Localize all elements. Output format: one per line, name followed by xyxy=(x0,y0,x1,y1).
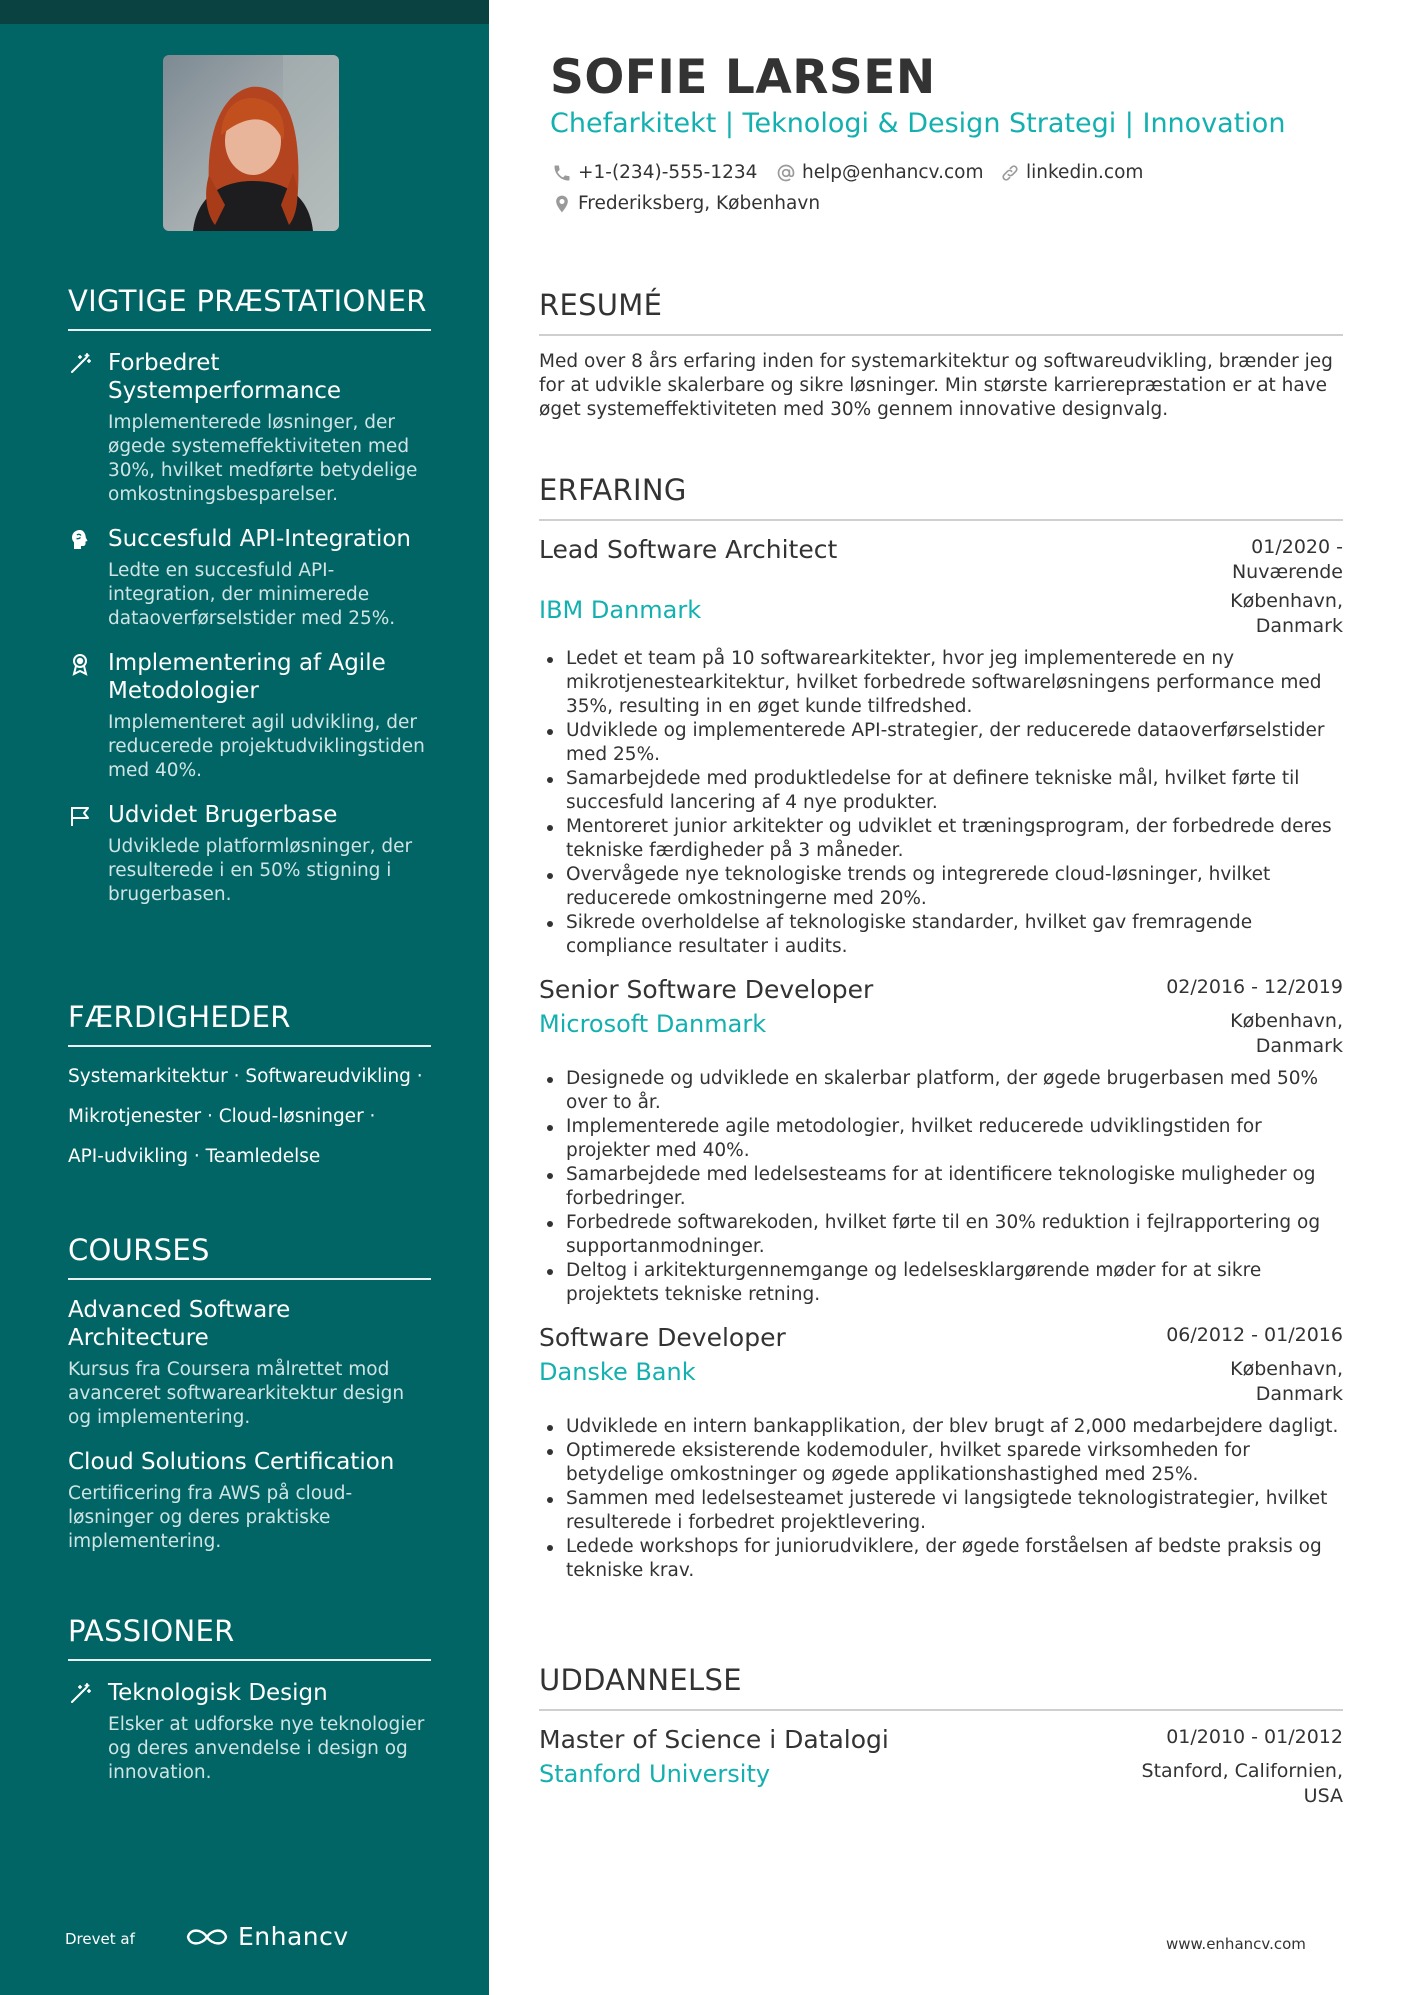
job-bullets xyxy=(539,1415,1343,1583)
achievement-item xyxy=(68,801,431,907)
achievements-title: VIGTIGE PRÆSTATIONER xyxy=(68,284,431,331)
passion-desc: Elsker at udforske nye teknologier og deres anvendelse i design og innovation. xyxy=(108,1714,425,1783)
achievement-item xyxy=(68,525,431,631)
experience-section xyxy=(539,473,1343,1583)
brand-name: Enhancv xyxy=(238,1922,349,1951)
bullet-item: Samarbejdede med ledelsesteams for at identificere teknologiske muligheder og forbedringer. xyxy=(539,1163,1343,1211)
skill-row: Mikrotjenester · Cloud-løsninger · xyxy=(68,1106,376,1127)
job-date: 06/2012 - 01/2016 xyxy=(1166,1324,1343,1346)
bullet-item: Udviklede en intern bankapplikation, der blev brugt af 2,000 medarbejdere dagligt. xyxy=(539,1415,1343,1439)
location-contact xyxy=(552,193,820,214)
achievement-desc: Implementeret agil udvikling, der reducerede projektudviklingstiden med 40%. xyxy=(108,712,425,781)
phone-contact[interactable] xyxy=(552,162,757,183)
achievement-item xyxy=(68,649,431,783)
job-title: Software Developer xyxy=(539,1323,786,1352)
education-location: Stanford, Californien, USA xyxy=(1141,1760,1343,1807)
bullet-item: Optimerede eksisterende kodemoduler, hvilket sparede virksomheden for betydelige omkostninger og øgede applikationshastighed med 25%. xyxy=(539,1439,1343,1487)
company-name: Danske Bank xyxy=(539,1358,696,1386)
magic-wand-icon xyxy=(68,352,92,376)
job-entry xyxy=(539,1323,1343,1583)
job-location: København, Danmark xyxy=(1230,1358,1343,1405)
summary-text: Med over 8 års erfaring inden for systemarkitektur og softwareudvikling, brænder jeg for at udvikle skalerbare og sikre løsninger. Min største karrierepræstation er at have øget systemeffektiviteten med 30% gennem innovative designvalg. xyxy=(539,351,1333,420)
job-bullets xyxy=(539,1067,1343,1307)
bullet-item: Ledede workshops for juniorudviklere, der øgede forståelsen af bedste praksis og tekniske krav. xyxy=(539,1535,1343,1583)
bullet-item: Forbedrede softwarekoden, hvilket førte til en 30% reduktion i fejlrapportering og supportanmodninger. xyxy=(539,1211,1343,1259)
job-location: København, Danmark xyxy=(1230,590,1343,637)
education-date: 01/2010 - 01/2012 xyxy=(1166,1726,1343,1748)
skill-row: API-udvikling · Teamledelse xyxy=(68,1146,321,1167)
courses-section xyxy=(68,1233,431,1554)
course-title: Cloud Solutions Certification xyxy=(68,1449,395,1475)
bullet-item: Deltog i arkitekturgennemgange og ledelsesklargørende møder for at sikre projektets tekniske retning. xyxy=(539,1259,1343,1307)
bullet-item: Implementerede agile metodologier, hvilket reducerede udviklingstiden for projekter med 40%. xyxy=(539,1115,1343,1163)
achievement-desc: Ledte en succesfuld API-integration, der minimerede dataoverførselstider med 25%. xyxy=(108,560,396,629)
phone-text: +1-(234)-555-1234 xyxy=(578,162,758,183)
passions-title: PASSIONER xyxy=(68,1614,431,1661)
achievement-desc: Implementerede løsninger, der øgede systemeffektiviteten med 30%, hvilket medførte betydelige omkostningsbesparelser. xyxy=(108,412,418,505)
at-icon xyxy=(776,163,796,183)
skills-section xyxy=(68,1000,431,1185)
passion-title: Teknologisk Design xyxy=(108,1680,328,1706)
education-section xyxy=(539,1663,1343,1809)
passions-section xyxy=(68,1614,431,1785)
course-desc: Kursus fra Coursera målrettet mod avanceret softwarearkitektur design og implementering. xyxy=(68,1359,405,1428)
education-title: UDDANNELSE xyxy=(539,1663,1343,1711)
achievement-desc: Udviklede platformløsninger, der resulterede i en 50% stigning i brugerbasen. xyxy=(108,836,413,905)
sidebar xyxy=(0,0,489,1995)
infinity-logo-icon xyxy=(184,1924,230,1950)
job-entry xyxy=(539,535,1343,959)
course-item xyxy=(68,1296,431,1430)
job-location: København, Danmark xyxy=(1230,1010,1343,1057)
profile-photo xyxy=(163,55,339,231)
enhancv-url[interactable]: www.enhancv.com xyxy=(1166,1935,1306,1953)
headline: Chefarkitekt | Teknologi & Design Strategi | Innovation xyxy=(550,108,1286,139)
link-icon xyxy=(1000,163,1020,183)
achievement-title: Udvidet Brugerbase xyxy=(108,802,338,828)
job-title: Senior Software Developer xyxy=(539,975,874,1004)
bullet-item: Mentoreret junior arkitekter og udviklet et træningsprogram, der forbedrede deres tekniske færdigheder på 3 måneder. xyxy=(539,815,1343,863)
candidate-name: SOFIE LARSEN xyxy=(550,50,936,105)
bullet-item: Sikrede overholdelse af teknologiske standarder, hvilket gav fremragende compliance resultater i audits. xyxy=(539,911,1343,959)
linkedin-contact[interactable] xyxy=(1000,162,1143,183)
summary-section xyxy=(539,288,1343,422)
skills-title: FÆRDIGHEDER xyxy=(68,1000,431,1047)
bullet-item: Udviklede og implementerede API-strategier, der reducerede dataoverførselstider med 25%. xyxy=(539,719,1343,767)
job-date: 01/2020 - Nuværende xyxy=(1231,536,1343,583)
enhancv-logo[interactable] xyxy=(184,1922,349,1951)
skill-row: Systemarkitektur · Softwareudvikling · xyxy=(68,1066,423,1087)
bullet-item: Ledet et team på 10 softwarearkitekter, hvor jeg implementerede en ny mikrotjenestearkitektur, hvilket forbedrede softwareløsningens performance med 35%, resulting in en øget kunde tilfredshed. xyxy=(539,647,1343,719)
location-text: Frederiksberg, København xyxy=(578,193,821,214)
flag-icon xyxy=(68,804,92,828)
job-title: Lead Software Architect xyxy=(539,535,838,564)
education-entry xyxy=(539,1725,1343,1809)
bullet-item: Samarbejdede med produktledelse for at definere tekniske mål, hvilket førte til succesfuld lancering af 4 nye produkter. xyxy=(539,767,1343,815)
job-date: 02/2016 - 12/2019 xyxy=(1166,976,1343,998)
company-name: IBM Danmark xyxy=(539,596,702,624)
company-name: Microsoft Danmark xyxy=(539,1010,767,1038)
job-entry xyxy=(539,975,1343,1307)
courses-title: COURSES xyxy=(68,1233,431,1280)
course-desc: Certificering fra AWS på cloud-løsninger og deres praktiske implementering. xyxy=(68,1483,353,1552)
email-text: help@enhancv.com xyxy=(802,162,984,183)
linkedin-text: linkedin.com xyxy=(1026,162,1144,183)
course-item xyxy=(68,1448,431,1554)
email-contact[interactable] xyxy=(776,162,983,183)
bullet-item: Sammen med ledelsesteamet justerede vi langsigtede teknologistrategier, hvilket resulterede i forbedret projektlevering. xyxy=(539,1487,1343,1535)
achievement-title: Implementering af Agile Metodologier xyxy=(108,650,386,704)
summary-title: RESUMÉ xyxy=(539,288,1343,336)
bullet-item: Designede og udviklede en skalerbar platform, der øgede brugerbasen med 50% over to år. xyxy=(539,1067,1343,1115)
achievement-title: Succesfuld API-Integration xyxy=(108,526,411,552)
achievement-title: Forbedret Systemperformance xyxy=(108,350,342,404)
experience-title: ERFARING xyxy=(539,473,1343,521)
sidebar-top-bar xyxy=(0,0,489,24)
bullet-item: Overvågede nye teknologiske trends og integrerede cloud-løsninger, hvilket reducerede omkostningerne med 20%. xyxy=(539,863,1343,911)
powered-by-label: Drevet af xyxy=(65,1930,135,1948)
brain-icon xyxy=(68,528,92,552)
school-name: Stanford University xyxy=(539,1760,771,1788)
phone-icon xyxy=(552,163,572,183)
degree: Master of Science i Datalogi xyxy=(539,1725,889,1754)
job-bullets xyxy=(539,647,1343,959)
magic-wand-icon xyxy=(68,1682,92,1706)
skills-list xyxy=(68,1065,431,1185)
achievement-item xyxy=(68,349,431,507)
course-title: Advanced Software Architecture xyxy=(68,1297,291,1351)
achievements-section xyxy=(68,284,431,907)
location-pin-icon xyxy=(552,194,572,214)
passion-item xyxy=(68,1679,431,1785)
award-icon xyxy=(68,652,92,676)
